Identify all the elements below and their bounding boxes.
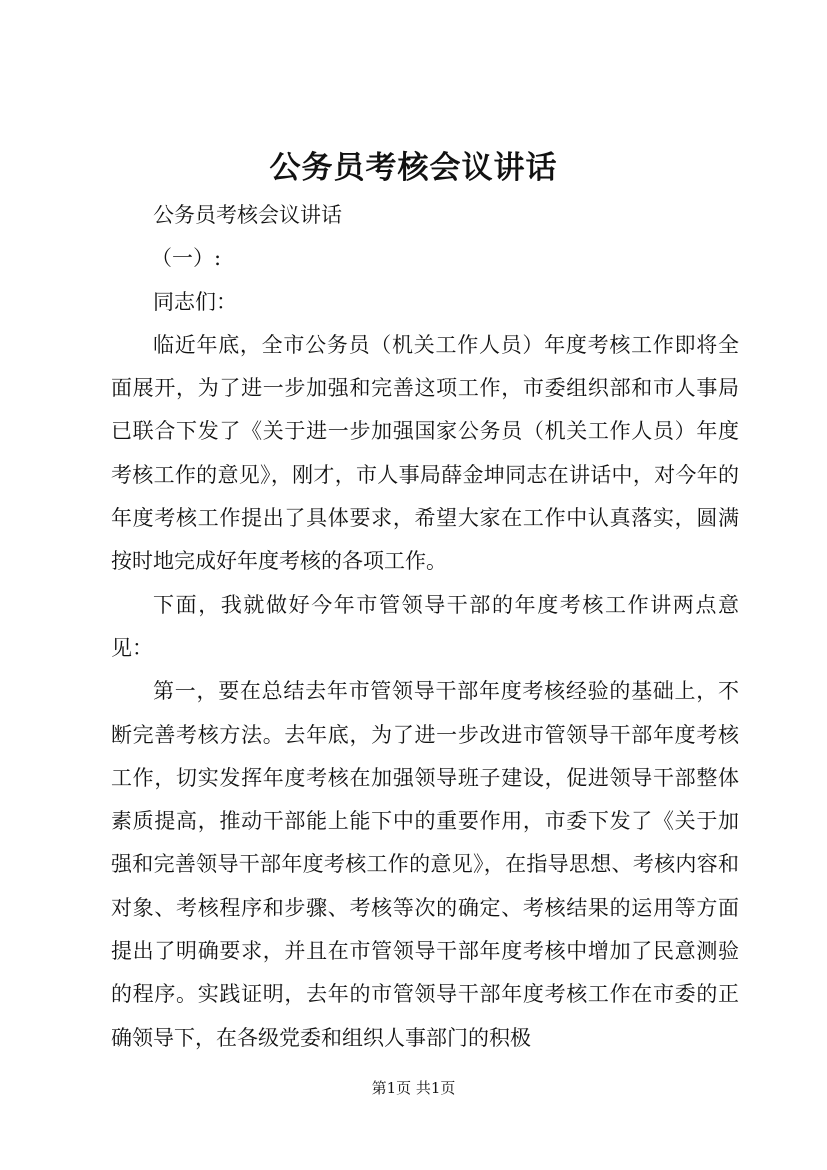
paragraph-intro: 临近年底，全市公务员（机关工作人员）年度考核工作即将全面展开，为了进一步加强和完善这项工作，市委组织部和市人事局已联合下发了《关于进一步加强国家公务员（机关工作人员）年度考核工作的意见》，刚才，市人事局薛金坤同志在讲话中，对今年的年度考核工作提出了具体要求，希望大家在工作中认真落实，圆满按时地完成好年度考核的各项工作。 bbox=[111, 332, 739, 574]
paragraph-salutation: 同志们： bbox=[153, 289, 237, 314]
paragraph-subtitle: 公务员考核会议讲话 bbox=[153, 203, 342, 227]
paragraph-section-marker: （一）: bbox=[151, 246, 222, 271]
document-body bbox=[111, 194, 739, 1060]
paragraph-point-one: 第一，要在总结去年市管领导干部年度考核经验的基础上，不断完善考核方法。去年底，为了进一步改进市管领导干部年度考核工作，切实发挥年度考核在加强领导班子建设，促进领导干部整体素质提高，推动干部能上能下中的重要作用，市委下发了《关于加强和完善领导干部年度考核工作的意见》，在指导思想、考核内容和对象、考核程序和步骤、考核等次的确定、考核结果的运用等方面提出了明确要求，并且在市管领导干部年度考核中增加了民意测验的程序。实践证明，去年的市管领导干部年度考核工作在市委的正确领导下，在各级党委和组织人事部门的积极 bbox=[111, 679, 739, 1050]
document-title: 公务员考核会议讲话 bbox=[269, 150, 558, 186]
paragraph-transition: 下面，我就做好今年市管领导干部的年度考核工作讲两点意见： bbox=[111, 592, 739, 660]
page-number-footer: 第1页 共1页 bbox=[371, 1079, 456, 1097]
